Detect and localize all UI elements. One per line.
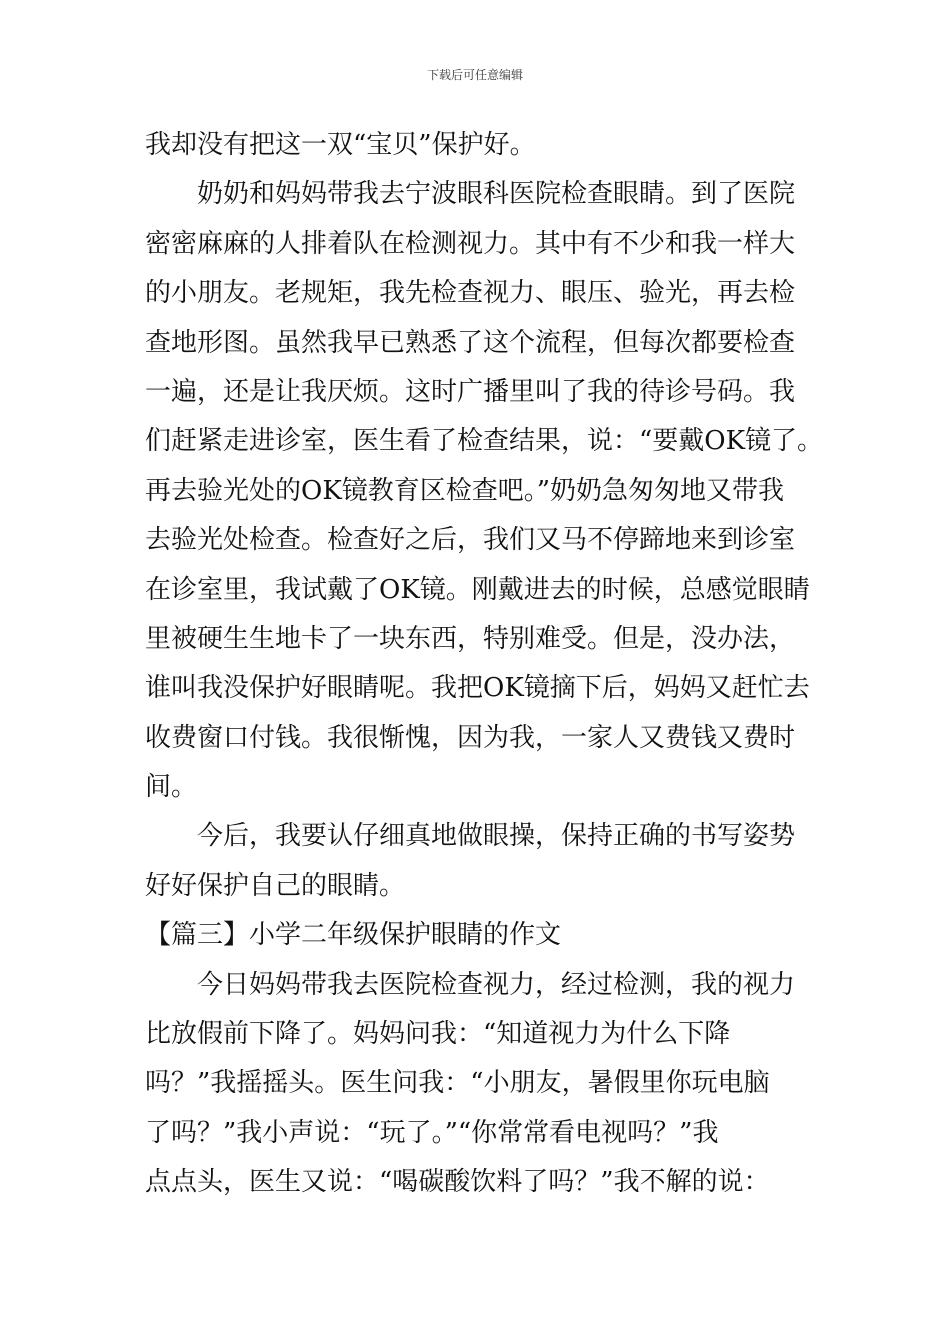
text-line: 里被硬生生地卡了一块东西，特别难受。但是，没办法，	[145, 623, 796, 654]
text-line: 谁叫我没保护好眼睛呢。我把OK镜摘下后，妈妈又赶忙去	[145, 673, 810, 704]
text-line: 再去验光处的OK镜教育区检查吧。”奶奶急匆匆地又带我	[145, 475, 785, 506]
text-line: 比放假前下降了。妈妈问我：“知道视力为什么下降	[145, 1019, 731, 1050]
text-line: 收费窗口付钱。我很惭愧，因为我，一家人又费钱又费时	[145, 722, 796, 753]
text-line: 在诊室里，我试戴了OK镜。刚戴进去的时候，总感觉眼睛	[145, 574, 810, 605]
text-line: 一遍，还是让我厌烦。这时广播里叫了我的待诊号码。我	[145, 376, 796, 407]
text-line: 查地形图。虽然我早已熟悉了这个流程，但每次都要检查	[145, 327, 796, 358]
text-line: 点点头，医生又说：“喝碳酸饮料了吗？”我不解的说：	[145, 1167, 770, 1198]
text-line: 了吗？”我小声说：“玩了。”“你常常看电视吗？”我	[145, 1117, 719, 1148]
page-header: 下载后可任意编辑	[426, 68, 523, 82]
text-line: 好好保护自己的眼睛。	[145, 870, 406, 901]
paragraph-start-line: 今日妈妈带我去医院检查视力，经过检测，我的视力	[197, 969, 796, 1000]
text-line: 的小朋友。老规矩，我先检查视力、眼压、验光，再去检	[145, 278, 796, 309]
text-line: 们赶紧走进诊室，医生看了检查结果，说：“要戴OK镜了。	[145, 426, 824, 457]
paragraph-start-line: 奶奶和妈妈带我去宁波眼科医院检查眼睛。到了医院	[197, 179, 796, 210]
text-line: 间。	[145, 772, 198, 803]
section-heading: 【篇三】小学二年级保护眼睛的作文	[145, 920, 562, 951]
text-line: 去验光处检查。检查好之后，我们又马不停蹄地来到诊室	[145, 525, 796, 556]
paragraph-start-line: 今后，我要认仔细真地做眼操，保持正确的书写姿势	[197, 821, 796, 852]
text-line: 吗？”我摇摇头。医生问我：“小朋友，暑假里你玩电脑	[145, 1068, 770, 1099]
document-body	[145, 121, 825, 1208]
text-line: 密密麻麻的人排着队在检测视力。其中有不少和我一样大	[145, 228, 796, 259]
text-line: 我却没有把这一双“宝贝”保护好。	[145, 130, 536, 160]
